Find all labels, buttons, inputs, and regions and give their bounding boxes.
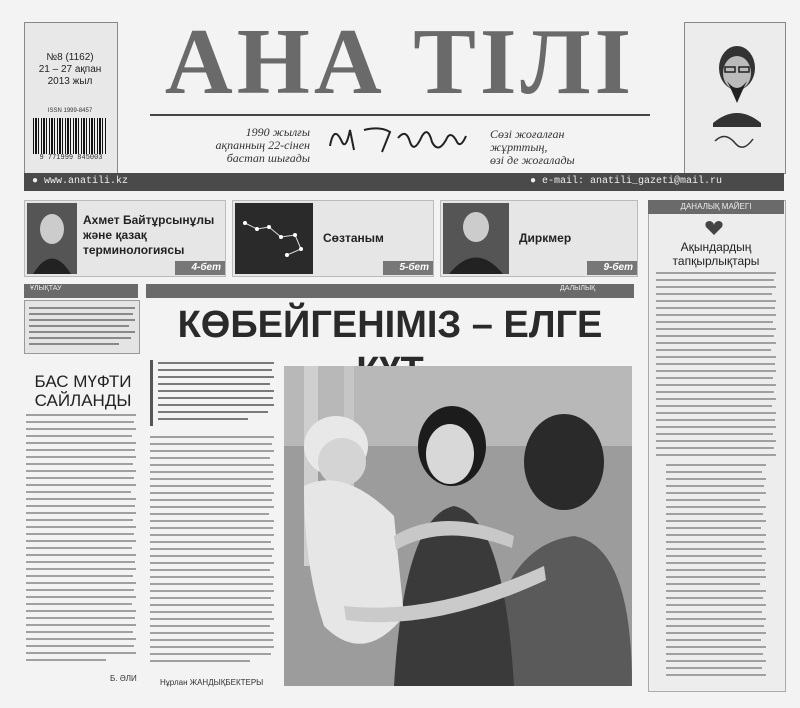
main-headline: КӨБЕЙГЕНІМІЗ – ЕЛГЕ [177,304,603,346]
text-lines [150,360,276,426]
issue-info [30,52,110,88]
teaser-line: Ахмет Байтұрсынұлы [83,213,215,227]
tagline-line: ақпанның 22-сінен [215,138,310,152]
section-label: ҰЛЫҚТАУ [30,285,62,292]
teaser-portrait [443,203,509,274]
barcode-icon [33,118,107,154]
person-icon [27,203,77,274]
column-title-line: Ақындардың [680,240,752,254]
stars-icon [235,203,313,274]
founding-tagline [160,126,310,165]
column-body-text [656,272,778,684]
lead-text-lines [25,301,139,353]
issn-label: ISSN 1999-8457 [47,108,93,114]
article-body-text [26,414,138,670]
constellation-image [235,203,313,274]
issue-dates: 21 – 27 ақпан [38,64,102,75]
teaser-word-study[interactable] [232,200,434,277]
lead-box [24,300,140,354]
website-link[interactable]: ● www.anatili.kz [32,176,129,187]
photo-illustration [284,366,632,686]
page-ref: 4-бет [175,261,225,275]
article-title-line: БАС МҮФТИ [34,372,132,391]
article-title [28,372,138,410]
text-lines [150,436,276,670]
main-story-author: Нұрлан ЖАНДЫҚБЕКТЕРЫ [160,678,264,687]
person-icon [443,203,509,274]
tagline-line: бастап шығады [226,151,310,165]
heart-icon [704,220,724,236]
main-body-text [150,436,276,670]
page-ref: 5-бет [383,261,433,275]
teaser-portrait [27,203,77,274]
column-heading: ДАНАЛЫҚ МАЙЕГІ [648,200,784,214]
founder-portrait [684,22,786,174]
page-ref: 9-бет [587,261,637,275]
national-newspaper-signature [320,116,480,160]
article-author: Б. ӘЛИ [110,674,137,683]
article-title-line: САЙЛАНДЫ [34,391,132,410]
email-link[interactable]: ● e-mail: anatili_gazeti@mail.ru [530,176,723,187]
portrait-icon [685,23,785,173]
motto-line: Сөзі жоғалған [490,127,565,141]
text-lines [26,414,138,670]
teaser-line: терминологиясы [83,243,185,257]
newspaper-title: АНА ТІЛІ [164,10,636,114]
heart-icon-shape [704,220,724,236]
family-photo [284,366,632,686]
barcode-number: 9 771999 845003 [39,154,103,162]
motto-tagline [490,128,650,167]
teaser-title: Сөзтаным [323,231,384,245]
motto-line: жұрттың, [490,140,548,154]
tagline-line: 1990 жылғы [245,125,310,139]
motto-line: өзі де жоғалады [490,153,575,167]
teaser-title: Диркмер [519,231,572,245]
text-lines [656,272,778,684]
teaser-line: және қазақ [83,228,147,242]
lead-paragraph [150,360,276,426]
issue-number: №8 (1162) [46,52,94,63]
teaser-title [83,213,223,258]
main-section-label: ДАЛЫЛЫҚ [560,285,596,292]
column-title [652,240,780,268]
teaser-dirkmer[interactable] [440,200,638,277]
column-title-line: тапқырлықтары [672,254,760,268]
issue-year: 2013 жыл [47,76,93,87]
teaser-terminology[interactable] [24,200,226,277]
signature-icon [320,116,480,160]
